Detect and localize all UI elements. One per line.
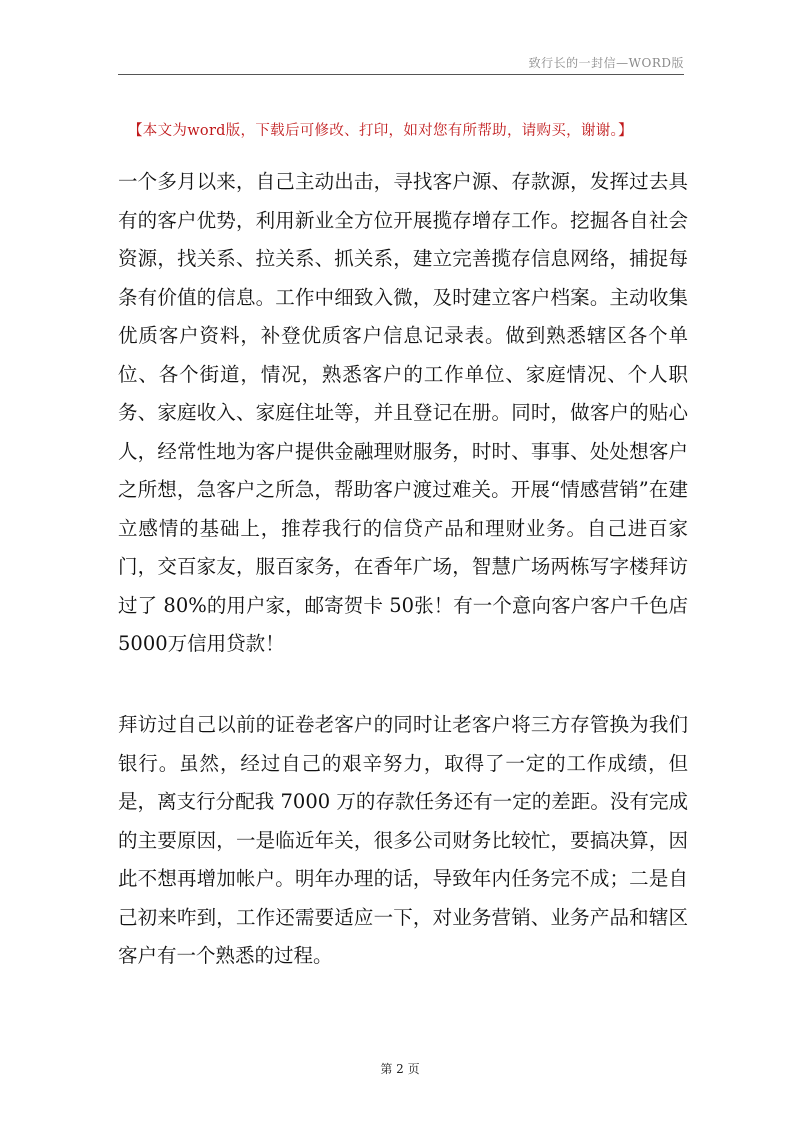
page-number: 第 2 页 [380,1062,420,1076]
body-paragraph-1: 一个多月以来，自己主动出击，寻找客户源、存款源，发挥过去具有的客户优势，利用新业全方位开展揽存增存工作。挖掘各自社会资源，找关系、拉关系、抓关系，建立完善揽存信息网络，捕捉每条有价值的信息。工作中细致入微，及时建立客户档案。主动收集优质客户资料，补登优质客户信息记录表。做到熟悉辖区各个单位、各个街道，情况，熟悉客户的工作单位、家庭情况、个人职务、家庭收入、家庭住址等，并且登记在册。同时，做客户的贴心人，经常性地为客户提供金融理财服务，时时、事事、处处想客户之所想，急客户之所急，帮助客户渡过难关。开展“情感营销”在建立感情的基础上，推荐我行的信贷产品和理财业务。自己进百家门，交百家友，服百家务，在香年广场，智慧广场两栋写字楼拜访过了 80%的用户家，邮寄贺卡 50张！有一个意向客户客户千色店5000万信用贷款！ [118,170,688,655]
page-header [118,52,684,75]
header-title: 致行长的一封信—WORD版 [528,56,684,70]
body-paragraph-2: 拜访过自己以前的证卷老客户的同时让老客户将三方存管换为我们银行。虽然，经过自己的艰辛努力，取得了一定的工作成绩，但是，离支行分配我 7000 万的存款任务还有一定的差距。没有完成的主要原因，一是临近年关，很多公司财务比较忙，要搞决算，因此不想再增加帐户。明年办理的话，导致年内任务完不成；二是自己初来咋到，工作还需要适应一下，对业务营销、业务产品和辖区客户有一个熟悉的过程。 [118,713,688,967]
download-notice: 【本文为word版，下载后可修改、打印，如对您有所帮助，请购买，谢谢。】 [128,123,633,139]
